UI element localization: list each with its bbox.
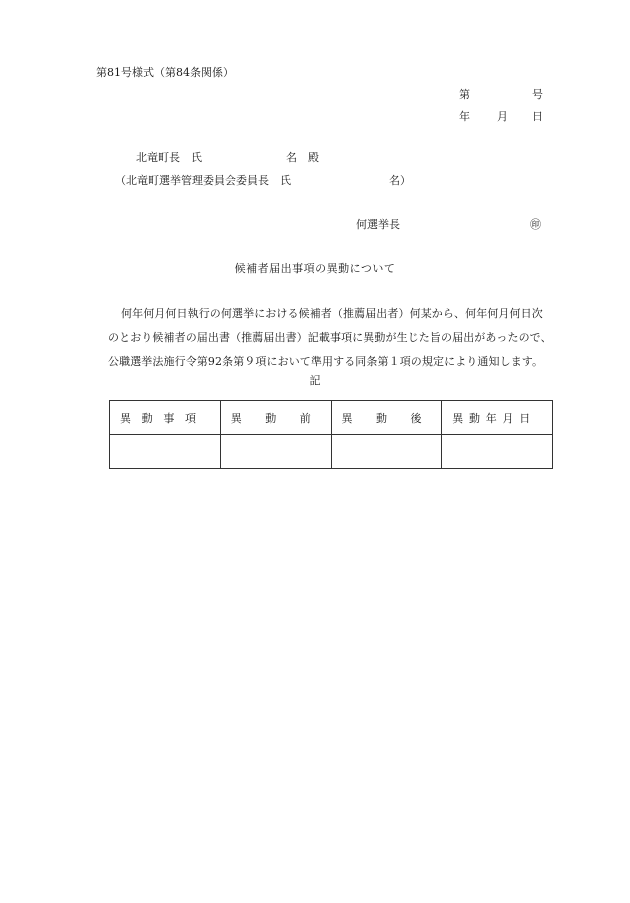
seal-mark: ㊞ [530, 218, 541, 231]
header-char: 動 [265, 411, 277, 425]
addressee-mayor [136, 151, 319, 165]
month-label: 月 [497, 110, 508, 123]
header-char: 動 [141, 411, 153, 425]
cell-after [331, 435, 442, 469]
header-char: 異 [452, 411, 464, 425]
table-header-row [110, 401, 553, 435]
number-suffix: 号 [532, 88, 543, 101]
addressee-committee-org: （北竜町選挙管理委員会委員長 氏 [115, 174, 291, 187]
addressee-mayor-org: 北竜町長 氏 [136, 151, 202, 164]
document-number-line [459, 88, 543, 102]
header-char: 動 [469, 411, 480, 425]
header-char: 項 [184, 411, 196, 425]
cell-change-item [110, 435, 221, 469]
header-change-item [110, 401, 221, 435]
day-label: 日 [532, 110, 543, 123]
changes-table [109, 400, 553, 469]
header-char: 年 [485, 411, 497, 425]
addressee-mayor-name: 名 殿 [286, 151, 319, 164]
body-line: 公職選挙法施行令第92条第９項において準用する同条第１項の規定により通知します。 [108, 355, 544, 368]
header-after [331, 401, 442, 435]
header-char: 月 [502, 411, 514, 425]
header-char: 日 [519, 411, 531, 425]
sender-title: 何選挙長 [356, 218, 400, 231]
cell-change-date [442, 435, 553, 469]
addressee-committee [115, 174, 411, 188]
header-char: 動 [376, 411, 387, 425]
body-line: 何年何月何日執行の何選挙における候補者（推薦届出者）何某から、何年何月何日次 [121, 307, 543, 320]
number-prefix: 第 [459, 88, 470, 101]
table-row [110, 435, 553, 469]
header-char: 異 [230, 411, 242, 425]
form-number: 第81号様式（第84条関係） [96, 66, 234, 79]
body-line: のとおり候補者の届出書（推薦届出書）記載事項に異動が生じた旨の届出があったので、 [108, 331, 552, 344]
date-line [459, 110, 543, 124]
cell-before [220, 435, 331, 469]
year-label: 年 [459, 110, 470, 123]
addressee-committee-name: 名） [389, 174, 411, 187]
header-char: 後 [410, 411, 422, 425]
ki-heading: 記 [309, 374, 321, 387]
header-char: 異 [341, 411, 353, 425]
header-char: 異 [120, 411, 131, 425]
header-char: 前 [299, 411, 311, 425]
notice-body [108, 302, 583, 374]
header-char: 事 [163, 411, 175, 425]
document-title: 候補者届出事項の異動について [234, 262, 396, 275]
header-before [220, 401, 331, 435]
header-change-date [442, 401, 553, 435]
